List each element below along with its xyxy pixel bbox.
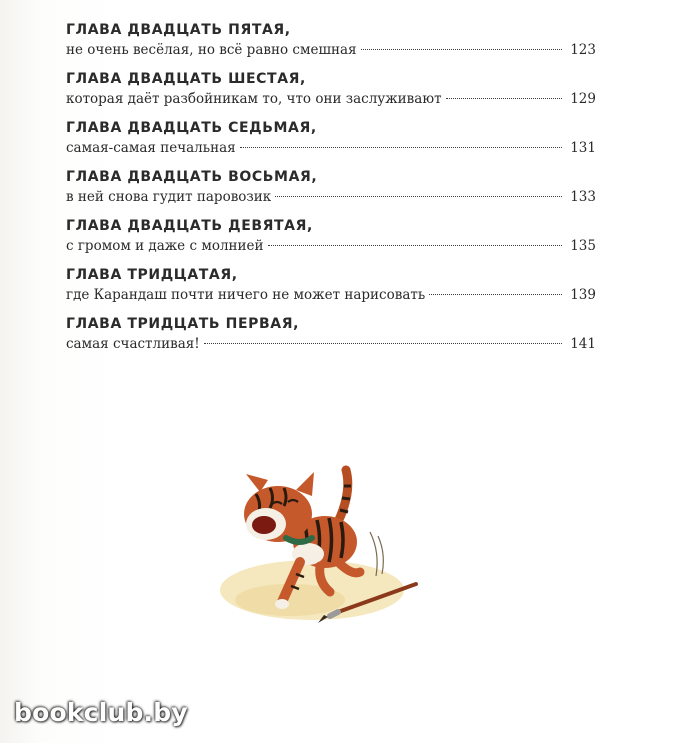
toc-entry-line [66,138,596,158]
chapter-title: ГЛАВА ТРИДЦАТАЯ, [66,267,238,283]
page-number: 139 [570,287,596,303]
toc-entry[interactable] [66,20,596,69]
dot-leader [240,146,562,148]
page-number: 133 [570,189,596,205]
page-number: 131 [570,140,596,156]
chapter-subtitle: которая даёт разбойникам то, что они заслуживают [66,91,442,107]
dot-leader [268,244,562,246]
toc-entry-line [66,334,596,354]
page-number: 123 [570,42,596,58]
dot-leader [446,97,562,99]
chapter-title: ГЛАВА ТРИДЦАТЬ ПЕРВАЯ, [66,316,300,332]
page-number: 141 [570,336,596,352]
toc-entry[interactable] [66,265,596,314]
dot-leader [429,293,562,295]
toc-entry[interactable] [66,314,596,363]
chapter-subtitle: с громом и даже с молнией [66,238,264,254]
table-of-contents [66,20,596,363]
tiger-cub-illustration [220,462,430,637]
chapter-subtitle: не очень весёлая, но всё равно смешная [66,42,357,58]
toc-entry[interactable] [66,69,596,118]
toc-entry[interactable] [66,167,596,216]
chapter-title: ГЛАВА ДВАДЦАТЬ ВОСЬМАЯ, [66,169,318,185]
page-number: 135 [570,238,596,254]
toc-entry-line [66,236,596,256]
dot-leader [361,48,562,50]
chapter-subtitle: самая счастливая! [66,336,200,352]
chapter-subtitle: где Карандаш почти ничего не может нарисовать [66,287,426,303]
dot-leader [275,195,562,197]
chapter-title: ГЛАВА ДВАДЦАТЬ ДЕВЯТАЯ, [66,218,313,234]
chapter-title: ГЛАВА ДВАДЦАТЬ ПЯТАЯ, [66,22,291,38]
toc-entry[interactable] [66,216,596,265]
toc-entry-line [66,89,596,109]
chapter-subtitle: самая-самая печальная [66,140,236,156]
toc-entry-line [66,40,596,60]
chapter-title: ГЛАВА ДВАДЦАТЬ ШЕСТАЯ, [66,71,306,87]
toc-entry-line [66,187,596,207]
tiger-cub-and-paintbrush-icon [220,462,430,637]
chapter-subtitle: в ней снова гудит паровозик [66,189,272,205]
dot-leader [204,342,562,344]
page-number: 129 [570,91,596,107]
toc-entry-line [66,285,596,305]
watermark-text: bookclub.by [14,698,188,727]
toc-entry[interactable] [66,118,596,167]
chapter-title: ГЛАВА ДВАДЦАТЬ СЕДЬМАЯ, [66,120,317,136]
